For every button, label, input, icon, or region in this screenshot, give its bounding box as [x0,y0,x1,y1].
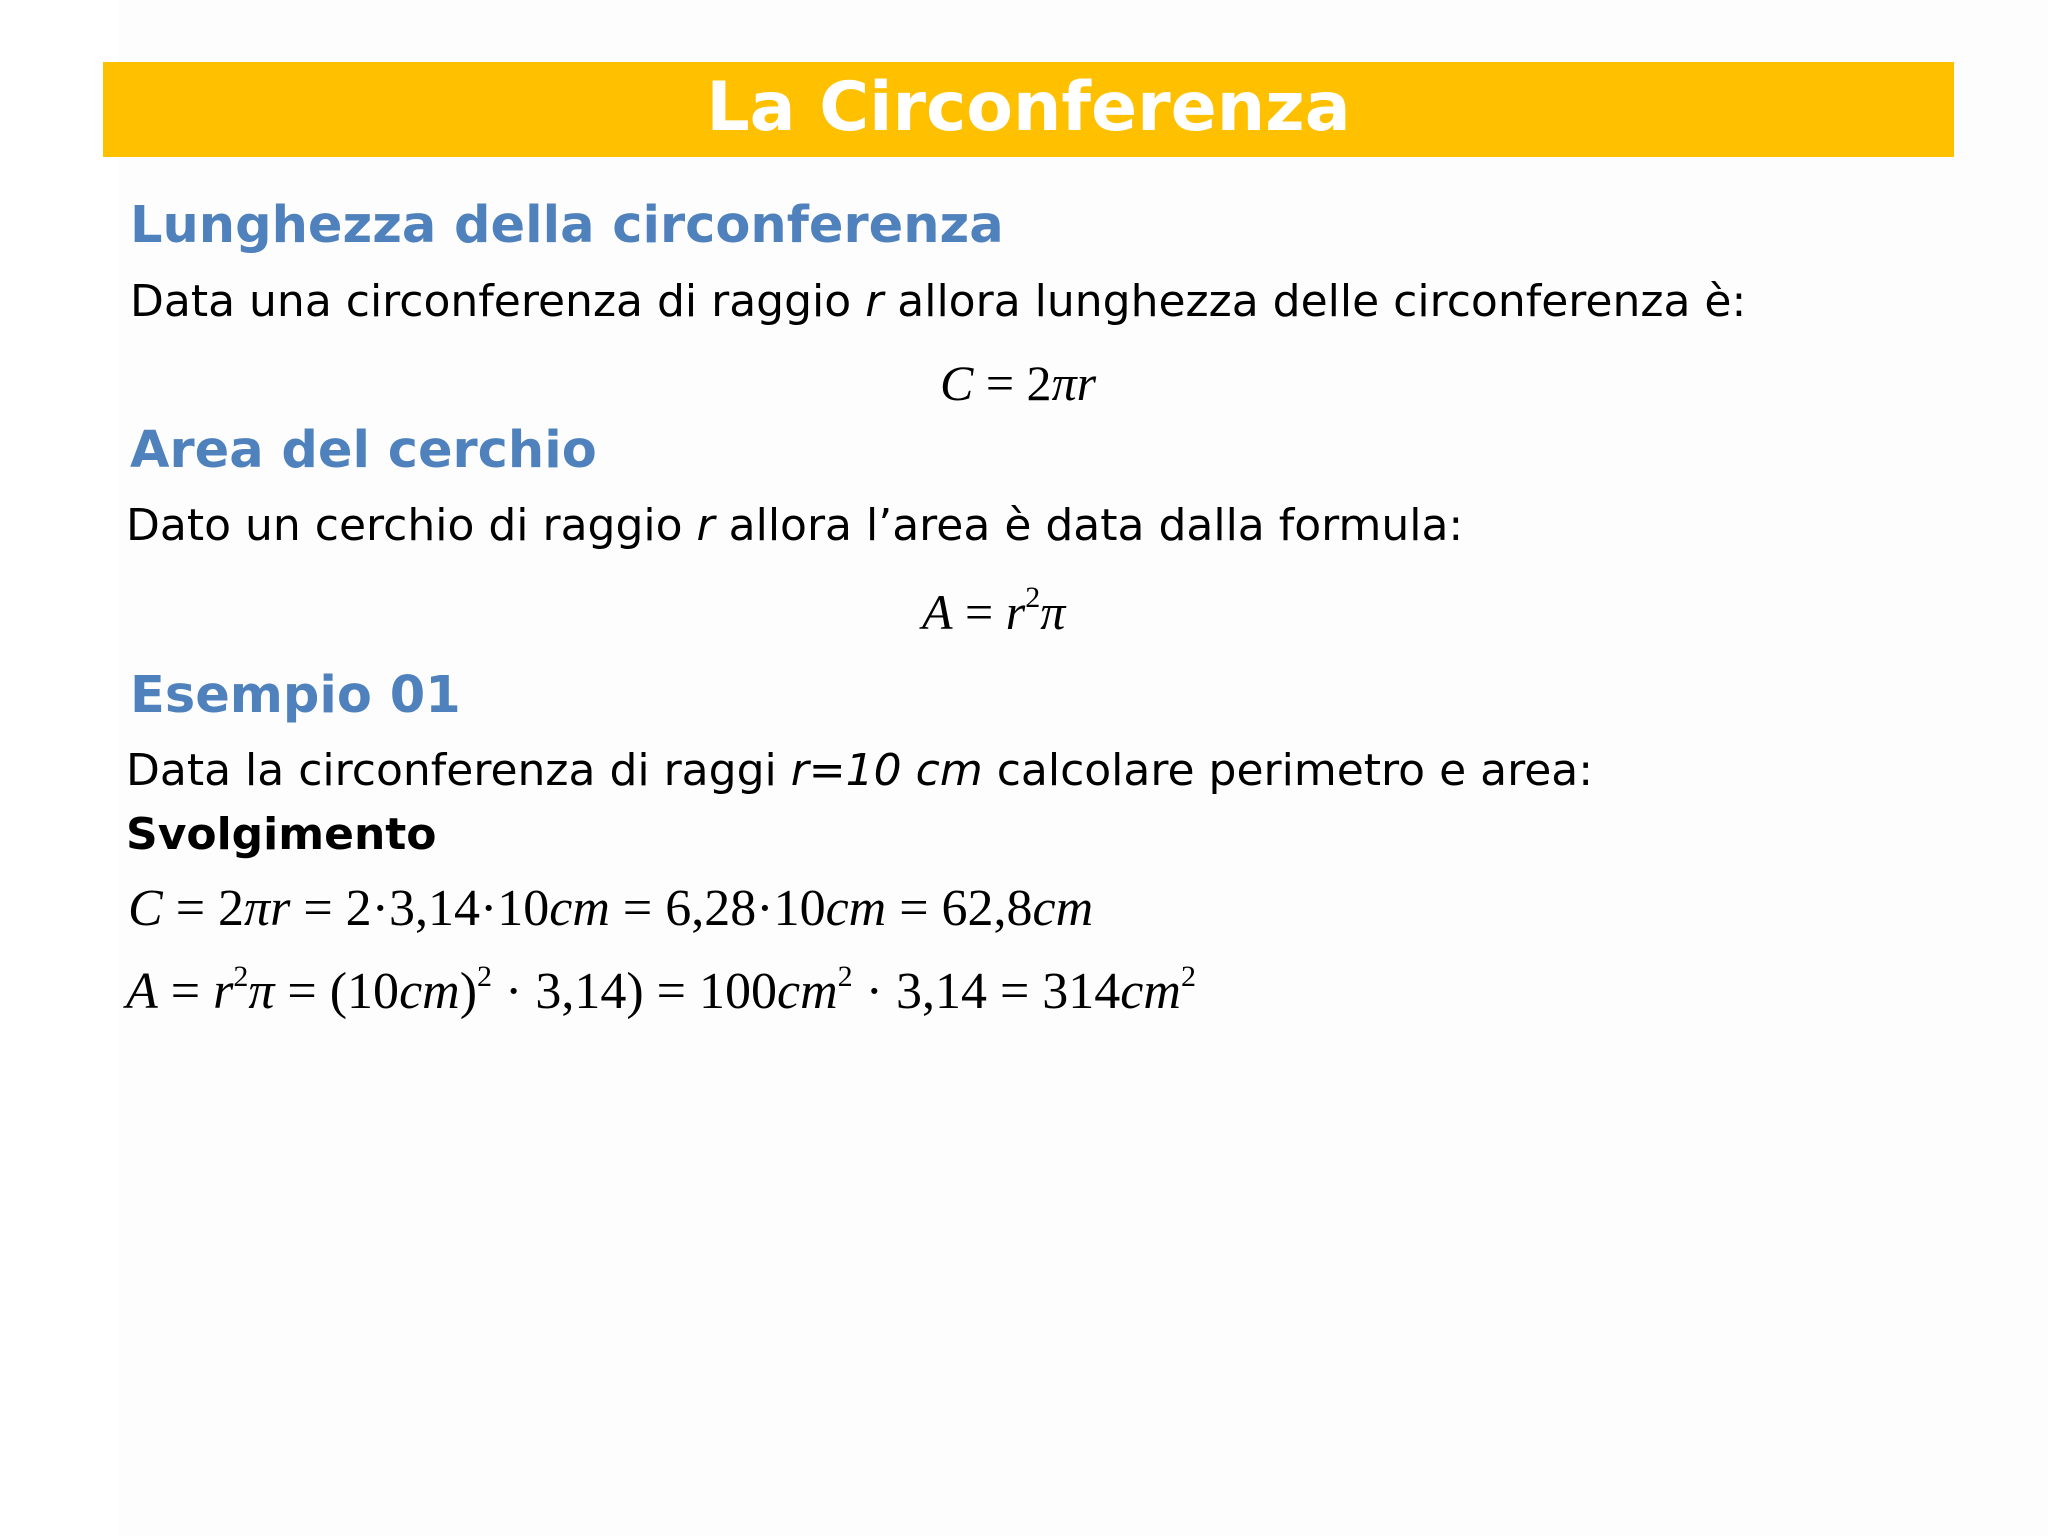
text-area: Dato un cerchio di raggio r allora l’area è data dalla formula: [126,500,1464,551]
formula-circumference: C = 2πr [940,355,1097,411]
subheading-svolgimento: Svolgimento [126,809,437,860]
formula-area: $A = r^2\pi$ [922,581,1066,640]
formula-example-area: $A = r^2\pi = (10cm)^2 \cdot 3,14) = 100cm^2 \cdot 3,14 = 314cm^2$ [126,960,1196,1020]
formula-example-circumference: C = 2πr = 2·3,14·10cm = 6,28·10cm = 62,8cm [128,880,1094,937]
text-esempio: Data la circonferenza di raggi r=10 cm calcolare perimetro e area: [126,745,1594,796]
heading-lunghezza: Lunghezza della circonferenza [130,196,1004,255]
title-bar [103,62,1954,157]
text-lunghezza: Data una circonferenza di raggio r allora lunghezza delle circonferenza è: [130,276,1747,327]
heading-area: Area del cerchio [130,421,597,480]
page-title: La Circonferenza [706,67,1351,147]
heading-esempio: Esempio 01 [130,666,461,725]
